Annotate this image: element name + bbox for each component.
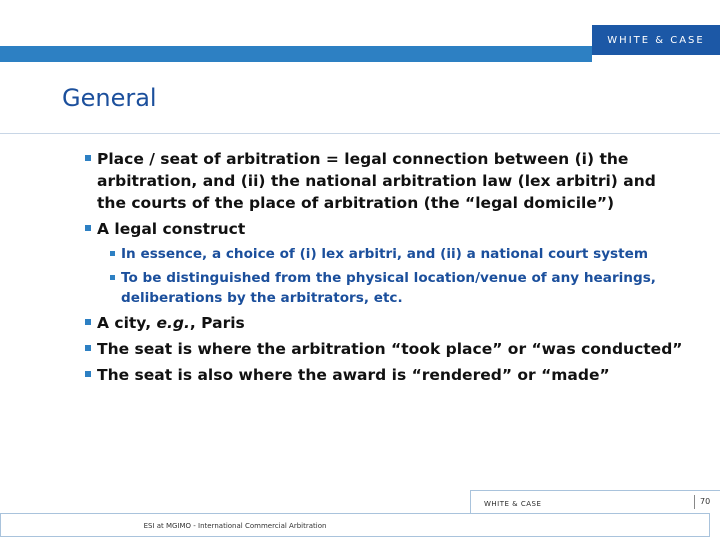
page-number: 70 <box>700 497 711 506</box>
footer-course-title: ESI at MGIMO - International Commercial Arbitration <box>143 522 327 530</box>
bullet-legal-construct <box>84 218 684 240</box>
bullet-text-emphasis: e.g. <box>156 314 190 332</box>
subbullet-choice <box>109 244 684 264</box>
bullet-city <box>84 312 684 334</box>
title-divider <box>0 133 720 134</box>
bullet-text: A legal construct <box>97 220 246 238</box>
bullet-text: Place / seat of arbitration = legal connection between (i) the arbitration, and (ii) the national arbitration law (lex arbitri) and the courts of the place of arbitration (the “legal domicile”) <box>97 150 656 212</box>
bullet-square-icon <box>85 371 91 377</box>
white-case-logo: WHITE & CASE <box>592 25 720 55</box>
bullet-took-place <box>84 338 684 360</box>
bullet-square-icon <box>85 345 91 351</box>
page-number-separator <box>694 495 695 509</box>
bullet-text: The seat is where the arbitration “took place” or “was conducted” <box>97 340 683 358</box>
subbullet-distinguished <box>109 268 684 308</box>
footer-divider <box>470 490 720 491</box>
subbullet-text: In essence, a choice of (i) lex arbitri, and (ii) a national court system <box>121 246 649 262</box>
footer-brand: WHITE & CASE <box>484 500 542 508</box>
slide-content <box>84 148 684 390</box>
bullet-text-after: , Paris <box>189 314 245 332</box>
bullet-award-rendered <box>84 364 684 386</box>
bullet-square-icon <box>110 251 115 256</box>
bullet-text: The seat is also where the award is “rendered” or “made” <box>97 366 610 384</box>
bullet-square-icon <box>110 275 115 280</box>
bullet-square-icon <box>85 319 91 325</box>
slide-title: General <box>62 84 157 112</box>
bullet-square-icon <box>85 225 91 231</box>
header-accent-bar <box>0 46 592 62</box>
subbullet-text: To be distinguished from the physical location/venue of any hearings, deliberations by the arbitrators, etc. <box>121 270 656 306</box>
bullet-seat-definition <box>84 148 684 214</box>
bullet-square-icon <box>85 155 91 161</box>
footer-vertical-divider <box>470 490 471 514</box>
bullet-text-before: A city, <box>97 314 157 332</box>
